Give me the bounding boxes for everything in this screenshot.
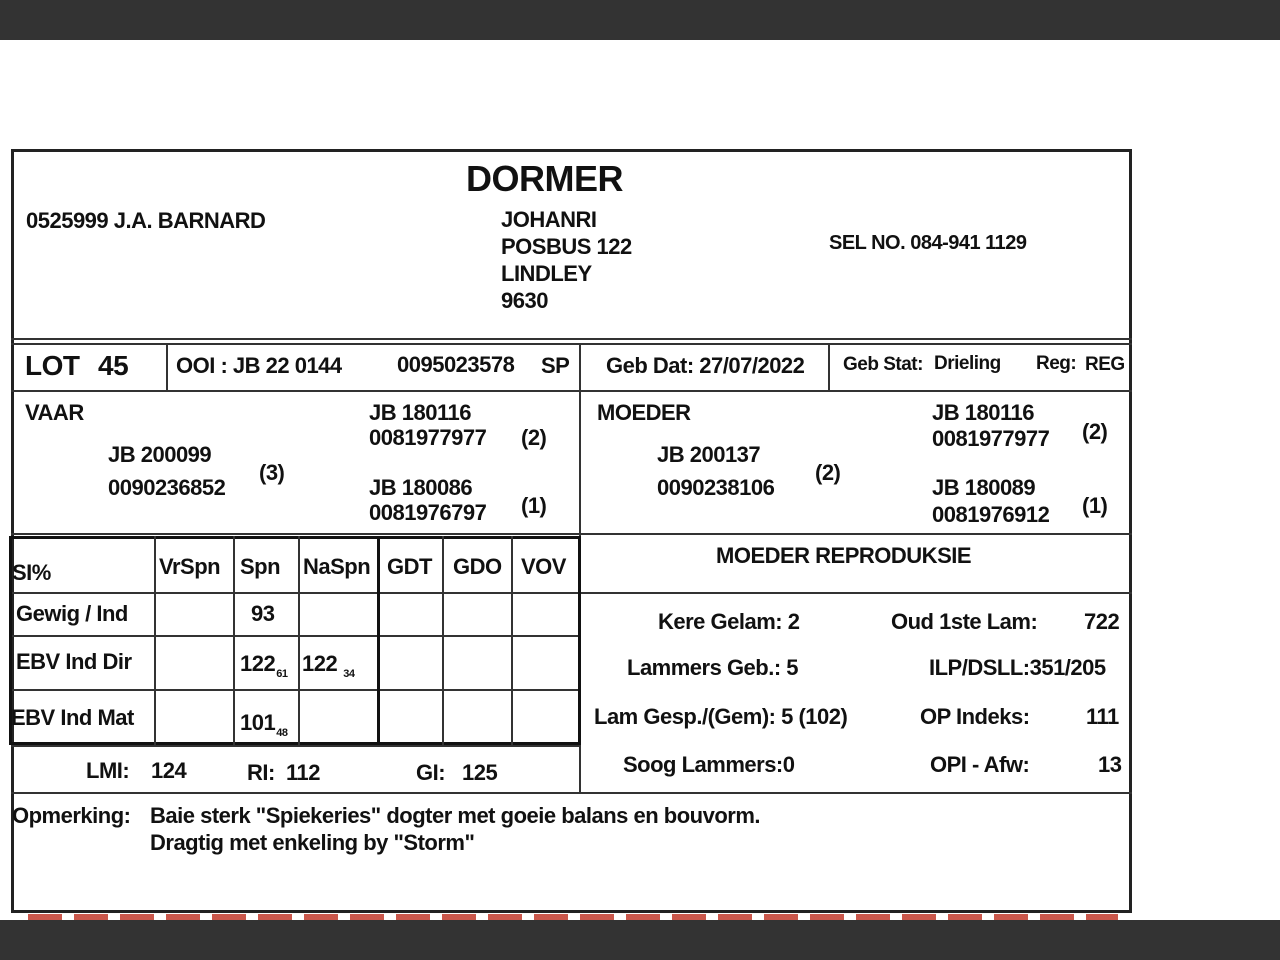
divider <box>442 536 444 745</box>
divider <box>11 745 581 747</box>
reproduction-title: MOEDER REPRODUKSIE <box>716 543 972 568</box>
ri-value: 112 <box>286 760 320 785</box>
sire-label: VAAR <box>25 400 84 425</box>
divider <box>11 533 1132 535</box>
dam-sire-tag: JB 180116 <box>932 400 1034 425</box>
divider <box>166 343 168 391</box>
lambs-weaned: Lam Gesp./(Gem): 5 (102) <box>594 704 848 729</box>
remarks-line-1: Baie sterk "Spiekeries" dogter met goeie balans en bouvorm. <box>150 803 761 828</box>
op-index-value: 111 <box>1086 704 1119 729</box>
divider <box>9 536 581 539</box>
top-bar <box>0 0 1280 40</box>
divider <box>11 592 581 594</box>
spn-value: $122_{61}$ <box>240 651 288 680</box>
dam-label: MOEDER <box>597 400 691 425</box>
gi-value: 125 <box>462 760 498 785</box>
lambs-born: Lammers Geb.: 5 <box>627 655 799 680</box>
birth-status-value: Drieling <box>934 353 1001 374</box>
remarks-label: Opmerking: <box>12 803 131 828</box>
dam-dam-tag: JB 180089 <box>932 475 1036 500</box>
remarks-line-2: Dragtig met enkeling by "Storm" <box>150 830 475 855</box>
spn-value: $101_{48}$ <box>240 710 288 739</box>
ewe-code: SP <box>541 353 570 378</box>
gi-label: GI: <box>416 760 446 785</box>
naspn-value: 122 $_{34}$ <box>302 651 355 680</box>
divider <box>11 343 1132 345</box>
ewe-tag: OOI : JB 22 0144 <box>176 353 342 378</box>
lmi-label: LMI: <box>86 758 130 783</box>
breeder-name: 0525999 J.A. BARNARD <box>26 208 266 233</box>
op-index-label: OP Indeks: <box>920 704 1030 729</box>
spn-value: 93 <box>251 601 275 626</box>
sire-dam-grade: (1) <box>521 493 547 518</box>
column-header: Spn <box>240 554 281 579</box>
address-line-3: LINDLEY <box>501 261 592 286</box>
dam-dam-grade: (1) <box>1082 493 1108 518</box>
divider <box>233 536 235 745</box>
opi-deviation-value: 13 <box>1098 752 1122 777</box>
registration-label: Reg: <box>1036 353 1077 374</box>
divider <box>11 338 1132 340</box>
suckling-lambs: Soog Lammers:0 <box>623 752 795 777</box>
divider <box>511 536 513 745</box>
divider <box>828 343 830 391</box>
dam-sire-grade: (2) <box>1082 419 1108 444</box>
row-label: EBV Ind Dir <box>16 649 132 674</box>
sire-tag: JB 200099 <box>108 442 212 467</box>
address-line-1: JOHANRI <box>501 207 597 232</box>
lmi-value: 124 <box>151 758 187 783</box>
age-first-lamb-value: 722 <box>1084 609 1120 634</box>
row-label: Gewig / Ind <box>16 601 128 626</box>
column-header: VrSpn <box>159 554 221 579</box>
birth-status-label: Geb Stat: <box>843 354 923 375</box>
dam-tag: JB 200137 <box>657 442 761 467</box>
divider <box>298 536 300 745</box>
dam-number: 0090238106 <box>657 475 775 500</box>
dam-dam-number: 0081976912 <box>932 502 1050 527</box>
divider <box>11 635 581 637</box>
opi-deviation-label: OPI - Afw: <box>930 752 1030 777</box>
divider <box>11 390 1132 392</box>
lot-label: LOT <box>25 350 80 381</box>
page-title: DORMER <box>466 158 623 199</box>
divider <box>377 536 380 745</box>
divider <box>9 742 581 745</box>
age-first-lamb-label: Oud 1ste Lam: <box>891 609 1038 634</box>
sire-number: 0090236852 <box>108 475 226 500</box>
address-line-2: POSBUS 122 <box>501 234 632 259</box>
bottom-bar <box>0 920 1280 960</box>
sire-dam-number: 0081976797 <box>369 500 487 525</box>
row-label: EBV Ind Mat <box>11 705 134 730</box>
divider <box>580 592 1132 594</box>
column-header: GDT <box>387 554 432 579</box>
lot-number: 45 <box>98 350 129 381</box>
column-header: SI% <box>12 560 51 585</box>
sire-dam-tag: JB 180086 <box>369 475 473 500</box>
dam-grade: (2) <box>815 460 841 485</box>
dam-sire-number: 0081977977 <box>932 426 1050 451</box>
sire-grade: (3) <box>259 460 285 485</box>
column-header: NaSpn <box>303 554 371 579</box>
column-header: VOV <box>521 554 566 579</box>
divider <box>11 792 1132 794</box>
divider <box>11 689 581 691</box>
divider <box>154 536 156 745</box>
sire-sire-number: 0081977977 <box>369 425 487 450</box>
column-header: GDO <box>453 554 502 579</box>
divider <box>578 536 581 745</box>
phone-number: SEL NO. 084-941 1129 <box>829 232 1027 254</box>
ilp-dsll: ILP/DSLL:351/205 <box>929 655 1106 680</box>
registration-value: REG <box>1085 354 1125 375</box>
ri-label: RI: <box>247 760 275 785</box>
times-lambed: Kere Gelam: 2 <box>658 609 800 634</box>
birth-date: Geb Dat: 27/07/2022 <box>606 353 805 378</box>
ewe-id: 0095023578 <box>397 352 515 377</box>
sire-sire-grade: (2) <box>521 425 547 450</box>
sire-sire-tag: JB 180116 <box>369 400 471 425</box>
address-line-4: 9630 <box>501 288 548 313</box>
